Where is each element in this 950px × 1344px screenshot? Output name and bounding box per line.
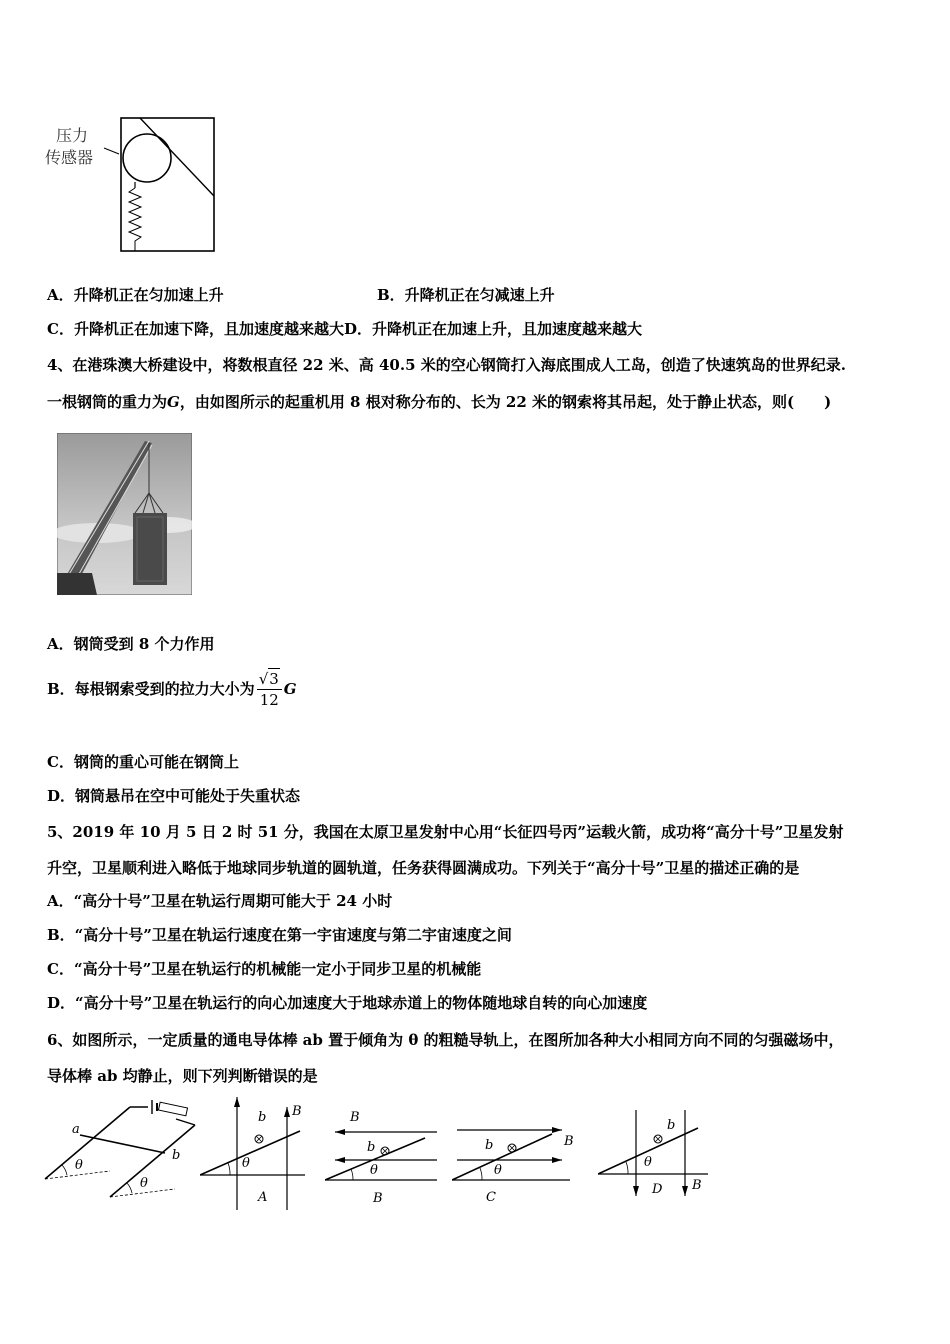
- q6-stem-line1: 6、如图所示，一定质量的通电导体棒 ab 置于倾角为 θ 的粗糙导轨上，在图所加各种大小相同方向不同的匀强磁场中，: [47, 1031, 844, 1049]
- q5-stem-line2: 升空，卫星顺利进入略低于地球同步轨道的圆轨道，任务获得圆满成功。下列关于“高分十号”卫星的描述正确的是: [47, 859, 800, 877]
- q5-option-d: D．“高分十号”卫星在轨运行的向心加速度大于地球赤道上的物体随地球自转的向心加速度: [47, 994, 648, 1012]
- q3-option-cd: C．升降机正在加速下降，且加速度越来越大D．升降机正在加速上升，且加速度越来越大: [47, 320, 642, 338]
- fraction-denominator: 12: [259, 691, 279, 709]
- q4-option-d: D．钢筒悬吊在空中可能处于失重状态: [47, 787, 301, 805]
- crane-photo: [57, 433, 192, 595]
- panel-d-b-label: b: [667, 1118, 676, 1133]
- q5-option-c: C．“高分十号”卫星在轨运行的机械能一定小于同步卫星的机械能: [47, 960, 482, 978]
- q5-stem-line1: 5、2019 年 10 月 5 日 2 时 51 分，我国在太原卫星发射中心用“长征四号丙”运载火箭，成功将“高分十号”卫星发射: [47, 823, 844, 841]
- label-b: b: [172, 1148, 181, 1163]
- q4-stem2-b: ，由如图所示的起重机用 8 根对称分布的、长为 22 米的钢索将其吊起，处于静止状态，则( ): [179, 393, 832, 411]
- q4-option-b-text: B．每根钢索受到的拉力大小为: [47, 680, 255, 698]
- panel-a-theta: θ: [242, 1156, 250, 1171]
- panel-c-b-label: b: [485, 1138, 494, 1153]
- q4-stem-line1: 4、在港珠澳大桥建设中，将数根直径 22 米、高 40.5 米的空心钢筒打入海底围成人工岛，创造了快速筑岛的世界纪录.: [47, 356, 846, 374]
- panel-b-figure: [325, 1110, 440, 1190]
- q4-option-a: A．钢筒受到 8 个力作用: [47, 635, 215, 653]
- panel-a-b-label: b: [258, 1110, 267, 1125]
- panel-d-caption: D: [652, 1182, 663, 1197]
- panel-b-theta: θ: [370, 1163, 378, 1178]
- q6-stem-line2: 导体棒 ab 均静止，则下列判断错误的是: [47, 1067, 318, 1085]
- q3-option-b: B．升降机正在匀减速上升: [377, 286, 555, 304]
- q4-stem2-g: G: [167, 393, 180, 411]
- panel-d-theta: θ: [644, 1155, 652, 1170]
- q5-option-a: A．“高分十号”卫星在轨运行周期可能大于 24 小时: [47, 892, 393, 910]
- sensor-label-line1: 压力: [56, 126, 89, 145]
- q4-option-b-g: G: [283, 680, 297, 698]
- label-a: a: [72, 1122, 80, 1137]
- sensor-label-line2: 传感器: [45, 148, 94, 167]
- q4-stem-line2: [47, 392, 831, 412]
- panel-b-B-label-top: B: [350, 1110, 360, 1125]
- q3-option-a: A．升降机正在匀加速上升: [47, 286, 224, 304]
- panel-c-figure: [452, 1110, 577, 1190]
- panel-c-B-label: B: [564, 1134, 574, 1149]
- q4-option-c: C．钢筒的重心可能在钢筒上: [47, 753, 239, 771]
- panel-a-caption: A: [258, 1190, 268, 1205]
- panel-a-B-label: B: [292, 1104, 302, 1119]
- panel-c-caption: C: [486, 1190, 496, 1205]
- sqrt-sign: √: [258, 670, 269, 688]
- label-theta-2: θ: [140, 1176, 148, 1191]
- q5-option-b: B．“高分十号”卫星在轨运行速度在第一宇宙速度与第二宇宙速度之间: [47, 926, 512, 944]
- panel-c-theta: θ: [494, 1163, 502, 1178]
- fraction-sqrt3-over-12: [257, 668, 282, 710]
- panel-b-b-label: b: [367, 1140, 376, 1155]
- fraction-numerator: 3: [269, 670, 279, 688]
- panel-d-B-label: B: [692, 1178, 702, 1193]
- q4-option-b: [47, 668, 297, 710]
- label-theta-1: θ: [75, 1158, 83, 1173]
- panel-b-caption: B: [373, 1191, 383, 1206]
- q4-stem2-a: 一根钢筒的重力为: [47, 393, 168, 411]
